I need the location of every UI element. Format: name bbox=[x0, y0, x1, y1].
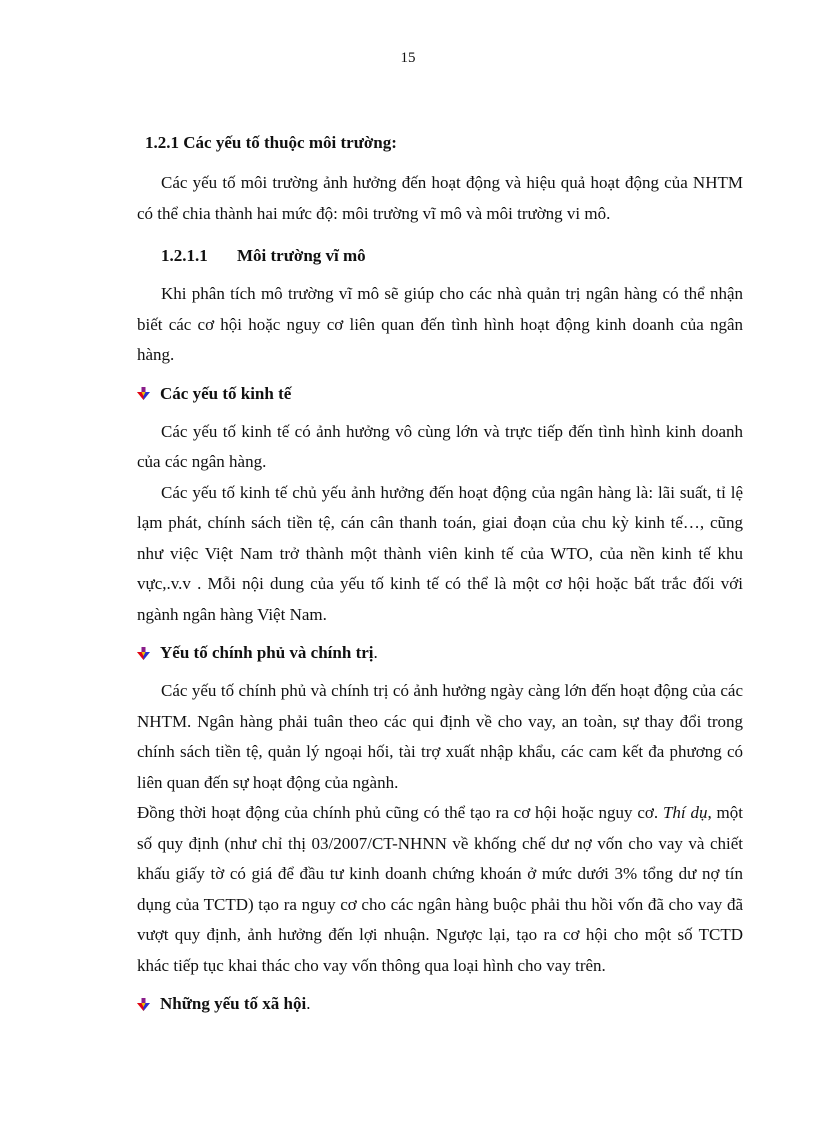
government-heading-period: . bbox=[373, 643, 378, 662]
government-paragraph-1: Các yếu tố chính phủ và chính trị có ảnh hưởng ngày càng lớn đến hoạt động của các NHTM. Ngân hàng phải tuân theo các qui định về cho vay, an toàn, sự thay đổi trong chính sách tiền tệ, quản lý ngoại hối, tài trợ xuất nhập khẩu, các cam kết đa phương có liên quan đến sự hoạt động của ngành. bbox=[137, 681, 743, 792]
intro-paragraph: Các yếu tố môi trường ảnh hưởng đến hoạt động và hiệu quả hoạt động của NHTM có thể chia thành hai mức độ: môi trường vĩ mô và môi trường vi mô. bbox=[137, 173, 743, 223]
economic-factors-title: Các yếu tố kinh tế bbox=[160, 383, 292, 403]
social-factors-heading bbox=[137, 989, 743, 1019]
subsection-number: 1.2.1.1 bbox=[161, 246, 208, 265]
page-number: 15 bbox=[400, 50, 416, 66]
government-p2-rest: , một số quy định (như chỉ thị 03/2007/CT-NHNN về khống chế dư nợ vốn cho vay và chiết khấu giấy tờ có giá để đầu tư kinh doanh chứng khoán ở mức dưới 3% tổng dư nợ tín dụng của TCTD) tạo ra nguy cơ cho các ngân hàng buộc phải thu hồi vốn đã cho vay đã vượt quy định, ảnh hưởng đến lợi nhuận. Ngược lại, tạo ra cơ hội cho một số TCTD khác tiếp tục khai thác cho vay vốn thông qua loại hình cho vay trên. bbox=[137, 803, 743, 975]
government-factors-title: Yếu tố chính phủ và chính trị bbox=[160, 643, 374, 662]
government-paragraph-2 bbox=[137, 798, 743, 981]
government-factors-heading bbox=[137, 638, 743, 668]
macro-paragraph: Khi phân tích mô trường vĩ mô sẽ giúp cho các nhà quản trị ngân hàng có thể nhận biết các cơ hội hoặc nguy cơ liên quan đến tình hình hoạt động kinh doanh của ngân hàng. bbox=[137, 284, 743, 364]
document-body bbox=[137, 128, 743, 1027]
subsection-title: Môi trường vĩ mô bbox=[237, 246, 366, 265]
arrow-bullet-icon bbox=[137, 647, 150, 660]
subsection-heading bbox=[161, 241, 743, 271]
social-factors-title: Những yếu tố xã hội bbox=[160, 994, 307, 1013]
economic-paragraph-1: Các yếu tố kinh tế có ảnh hưởng vô cùng lớn và trực tiếp đến tình hình kinh doanh của các ngân hàng. bbox=[137, 421, 743, 471]
social-heading-period: . bbox=[306, 994, 311, 1013]
economic-paragraph-2: Các yếu tố kinh tế chủ yếu ảnh hưởng đến hoạt động của ngân hàng là: lãi suất, tỉ lệ lạm phát, chính sách tiền tệ, cán cân thanh toán, giai đoạn của chu kỳ kinh tế…, cũng như việc Việt Nam trở thành một thành viên kinh tế của WTO, của nền kinh tế khu vực,.v.v . Mỗi nội dung của yếu tố kinh tế có thể là một cơ hội hoặc bất trắc đối với ngành ngân hàng Việt Nam. bbox=[137, 482, 743, 624]
arrow-bullet-icon bbox=[137, 387, 150, 400]
section-heading: 1.2.1 Các yếu tố thuộc môi trường: bbox=[145, 133, 397, 152]
arrow-bullet-icon bbox=[137, 998, 150, 1011]
example-italic: Thí dụ bbox=[662, 803, 708, 822]
government-p2-start: Đồng thời hoạt động của chính phủ cũng có thể tạo ra cơ hội hoặc nguy cơ. bbox=[137, 803, 663, 822]
economic-factors-heading bbox=[137, 379, 743, 409]
